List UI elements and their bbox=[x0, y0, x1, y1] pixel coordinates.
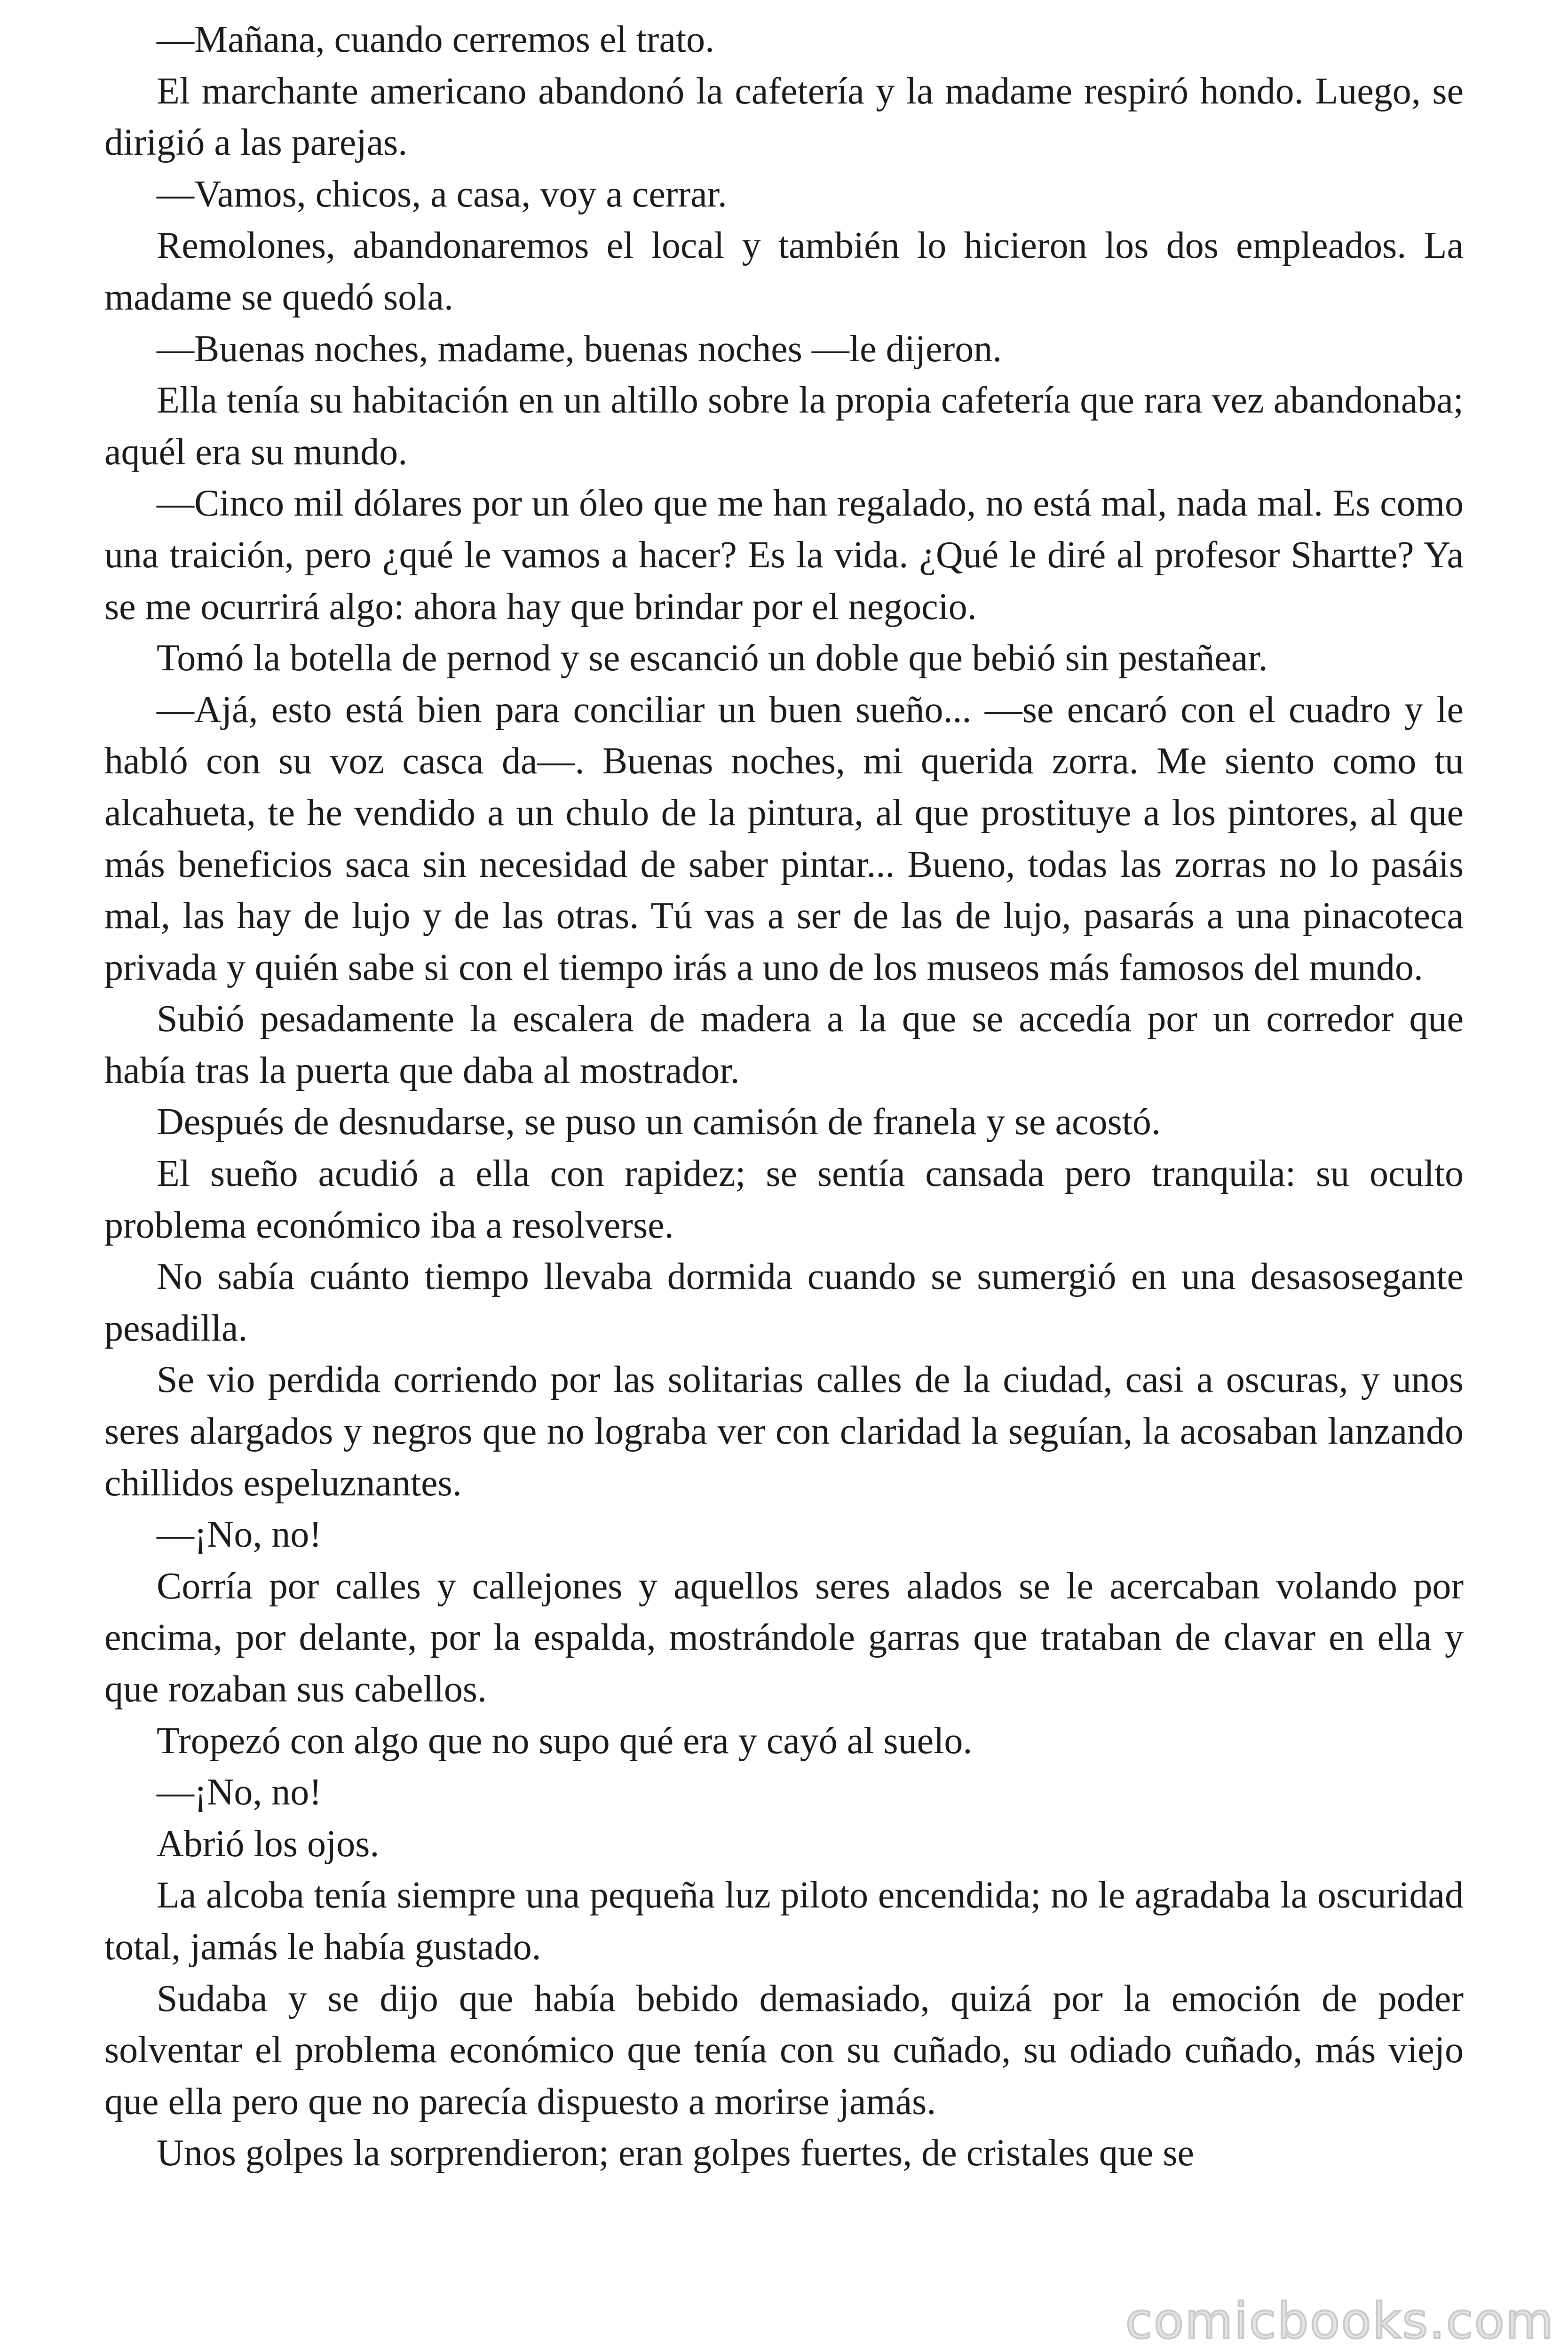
paragraph: —¡No, no! bbox=[157, 1514, 322, 1556]
paragraph: —Buenas noches, madame, buenas noches —le dijeron. bbox=[157, 328, 1002, 370]
paragraph: —Vamos, chicos, a casa, voy a cerrar. bbox=[157, 173, 727, 215]
paragraph: Se vio perdida corriendo por las solitarias calles de la ciudad, casi a oscuras, y unos seres alargados y negros que no lograba ver con claridad la seguían, la acosaban lanzando chillidos espeluznantes. bbox=[104, 1359, 1464, 1504]
paragraph: Sudaba y se dijo que había bebido demasiado, quizá por la emoción de poder solventar el problema económico que tenía con su cuñado, su odiado cuñado, más viejo que ella pero que no parecía dispuesto a morirse jamás. bbox=[104, 1978, 1464, 2122]
paragraph: Subió pesadamente la escalera de madera a la que se accedía por un corredor que había tras la puerta que daba al mostrador. bbox=[104, 998, 1464, 1091]
paragraph: Tropezó con algo que no supo qué era y cayó al suelo. bbox=[157, 1720, 973, 1762]
paragraph: Después de desnudarse, se puso un camisón de franela y se acostó. bbox=[157, 1101, 1161, 1143]
paragraph: Corría por calles y callejones y aquellos seres alados se le acercaban volando por encima, por delante, por la espalda, mostrándole garras que trataban de clavar en ella y que rozaban sus cabellos. bbox=[104, 1565, 1464, 1710]
paragraph: El marchante americano abandonó la cafetería y la madame respiró hondo. Luego, se dirigió a las parejas. bbox=[104, 70, 1464, 164]
paragraph: —Cinco mil dólares por un óleo que me han regalado, no está mal, nada mal. Es como una traición, pero ¿qué le vamos a hacer? Es la vida. ¿Qué le diré al profesor Shartte? Ya se me ocurrirá algo: ahora hay que brindar por el negocio. bbox=[104, 483, 1464, 628]
paragraph: —Mañana, cuando cerremos el trato. bbox=[157, 19, 715, 60]
paragraph: —¡No, no! bbox=[157, 1772, 322, 1813]
paragraph: El sueño acudió a ella con rapidez; se sentía cansada pero tranquila: su oculto problema económico iba a resolverse. bbox=[104, 1153, 1464, 1246]
paragraph: —Ajá, esto está bien para conciliar un buen sueño... —se encaró con el cuadro y le habló con su voz casca da—. Buenas noches, mi querida zorra. Me siento como tu alcahueta, te he vendido a un chulo de la pintura, al que prostituye a los pintores, al que más beneficios saca sin necesidad de saber pintar... Bueno, todas las zorras no lo pasáis mal, las hay de lujo y de las otras. Tú vas a ser de las de lujo, pasarás a una pinacoteca privada y quién sabe si con el tiempo irás a uno de los museos más famosos del mundo. bbox=[104, 689, 1464, 988]
paragraph: Abrió los ojos. bbox=[157, 1823, 380, 1865]
paragraph: Remolones, abandonaremos el local y también lo hicieron los dos empleados. La madame se quedó sola. bbox=[104, 225, 1464, 318]
paragraph: No sabía cuánto tiempo llevaba dormida cuando se sumergió en una desasosegante pesadilla. bbox=[104, 1256, 1464, 1349]
body-text bbox=[104, 14, 1464, 2179]
paragraph: Unos golpes la sorprendieron; eran golpes fuertes, de cristales que se bbox=[157, 2132, 1194, 2174]
paragraph: Tomó la botella de pernod y se escanció un doble que bebió sin pestañear. bbox=[157, 637, 1268, 679]
watermark-logo: comicbooks.com bbox=[1125, 2292, 1555, 2350]
paragraph: La alcoba tenía siempre una pequeña luz piloto encendida; no le agradaba la oscuridad total, jamás le había gustado. bbox=[104, 1875, 1464, 1968]
paragraph: Ella tenía su habitación en un altillo sobre la propia cafetería que rara vez abandonaba; aquél era su mundo. bbox=[104, 380, 1464, 473]
